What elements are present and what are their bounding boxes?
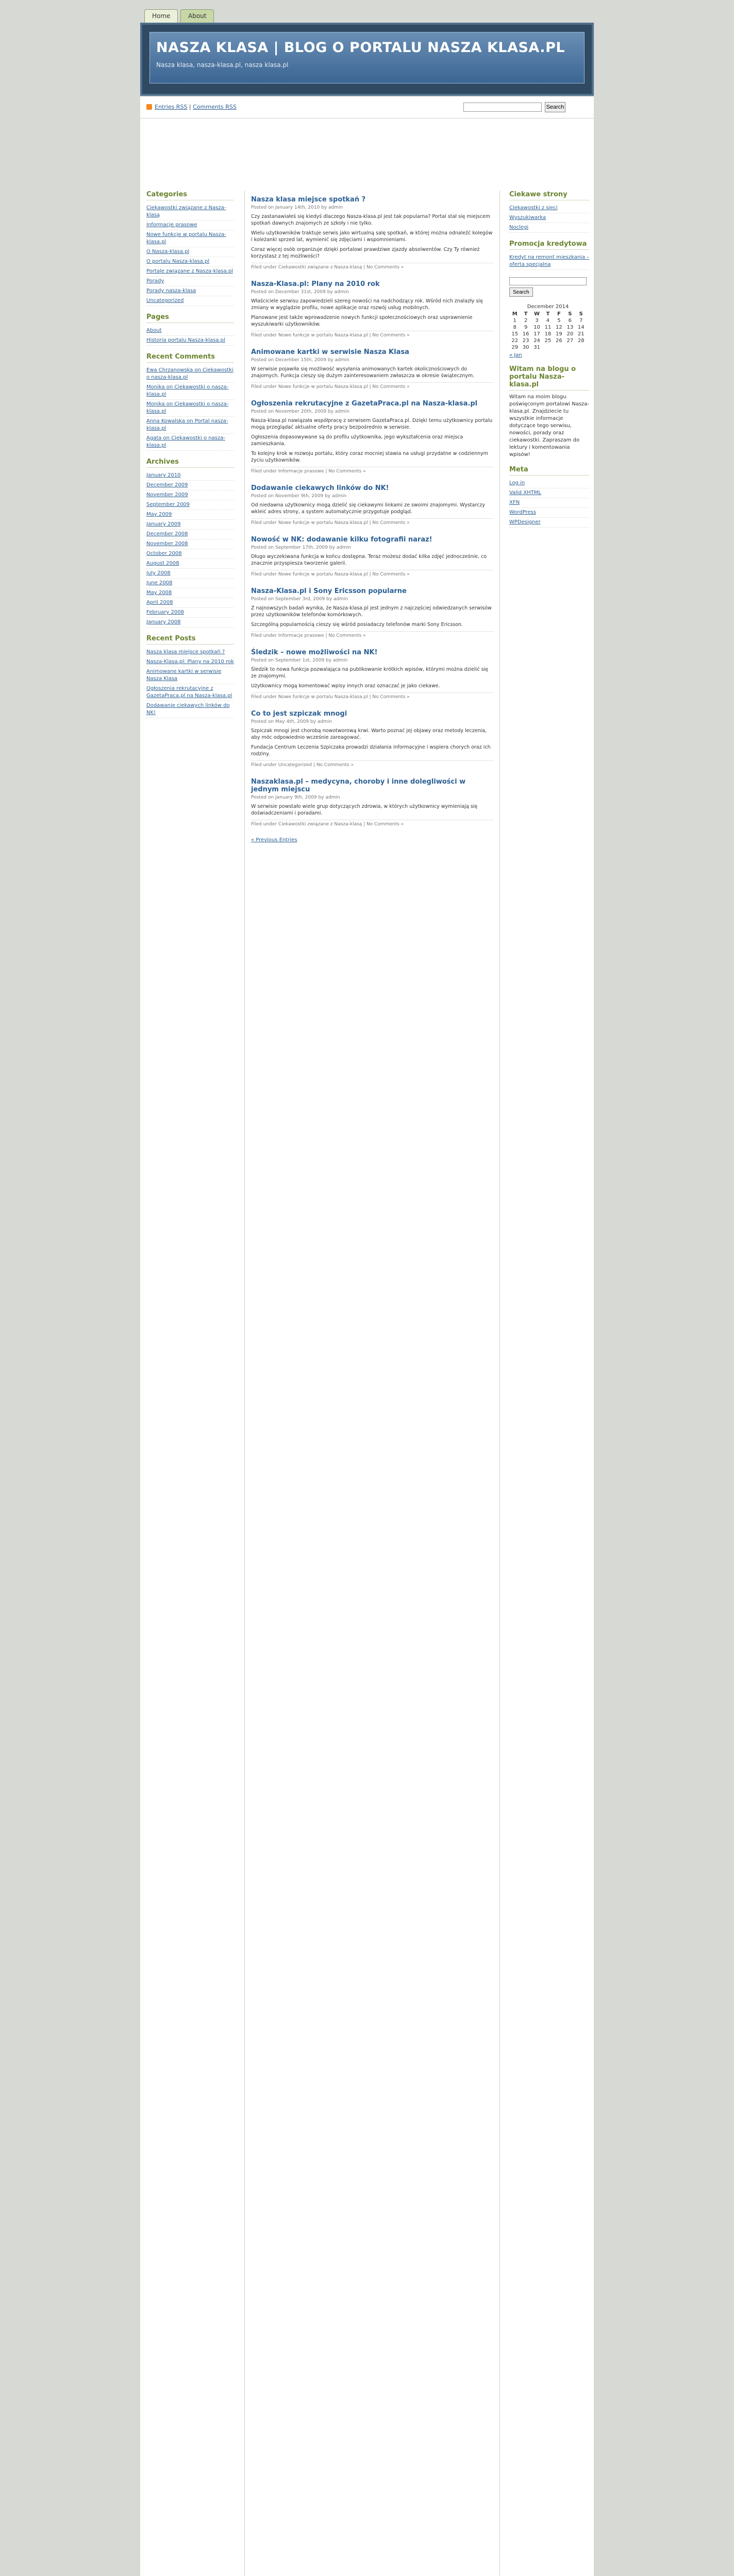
list-item <box>146 366 234 383</box>
post-meta: Posted on December 15th, 2009 by admin <box>251 358 349 363</box>
archive-link[interactable]: January 2010 <box>146 472 181 478</box>
page-body <box>140 118 594 2576</box>
calendar-day-header: T <box>524 311 528 317</box>
post-paragraph: Fundacja Centrum Leczenia Szpiczaka prowadzi działania informacyjne i wspiera chorych oraz ich rodziny. <box>251 744 491 757</box>
ciekawe-link[interactable]: Wyszukiwarka <box>509 215 546 221</box>
calendar-day: 13 <box>566 325 574 330</box>
post-paragraph: Z najnowszych badań wynika, że Nasza-klasa.pl jest jednym z najczęściej odwiedzanych serwisów przez użytkowników telefonów komórkowych. <box>251 605 492 618</box>
post-title[interactable]: Ogłoszenia rekrutacyjne z GazetaPraca.pl na Nasza-klasa.pl <box>251 400 478 408</box>
meta-link[interactable]: Log in <box>509 480 525 486</box>
calendar-day: 12 <box>556 325 562 330</box>
post-title[interactable]: Nasza klasa miejsce spotkań ? <box>251 196 366 204</box>
list-item <box>509 518 590 528</box>
post-meta: Posted on September 17th, 2009 by admin <box>251 545 351 550</box>
archive-link[interactable]: August 2008 <box>146 561 179 566</box>
list-item <box>146 588 234 598</box>
tab-bar <box>140 4 594 23</box>
ciekawe-link[interactable]: Noclegi <box>509 225 529 230</box>
ciekawe-title: Ciekawe strony <box>509 191 590 200</box>
calendar-day: 17 <box>533 331 540 337</box>
post-meta: Posted on September 3rd, 2009 by admin <box>251 597 348 602</box>
list-item <box>146 569 234 579</box>
calendar-day: 7 <box>579 318 583 324</box>
list-item <box>509 204 590 213</box>
calendar-day: 10 <box>533 325 540 330</box>
meta-link[interactable]: Valid XHTML <box>509 490 541 496</box>
calendar-day: 29 <box>511 345 519 350</box>
post-paragraph: Planowane jest także wprowadzenie nowych funkcji społecznościowych oraz usprawnienie wyszukiwarki użytkowników. <box>251 315 473 327</box>
calendar-day <box>554 344 564 351</box>
post <box>251 710 493 768</box>
archive-link[interactable]: July 2008 <box>146 570 171 576</box>
ciekawe-link[interactable]: Ciekawostki z sieci <box>509 205 558 211</box>
list-item <box>146 579 234 588</box>
post-footer[interactable]: Filed under Ciekawostki związane z Nasza-klasą | No Comments » <box>251 263 493 270</box>
calendar-day: 23 <box>522 338 529 344</box>
list-item <box>146 400 234 417</box>
category-link[interactable]: O portalu Nasza-klasa.pl <box>146 259 210 264</box>
header <box>140 23 594 96</box>
archive-link[interactable]: September 2009 <box>146 502 190 507</box>
list-item <box>146 286 234 296</box>
calendar-day: 18 <box>544 331 552 337</box>
post <box>251 484 493 526</box>
list-item <box>146 471 234 481</box>
post-paragraph: Śledzik to nowa funkcja pozwalająca na publikowanie krótkich wpisów, którymi można dzielić się ze znajomymi. <box>251 667 489 679</box>
list-item <box>146 520 234 530</box>
post-paragraph: Szczególną popularnością cieszy się wśród posiadaczy telefonów marki Sony Ericsson. <box>251 622 463 628</box>
comment-link[interactable]: Agata on Ciekawostki o nasza-klasa.pl <box>146 435 225 448</box>
calendar-day: 4 <box>546 318 550 324</box>
archive-link[interactable]: October 2008 <box>146 551 182 556</box>
list-item <box>509 213 590 223</box>
post-footer[interactable]: Filed under Uncategorized | No Comments » <box>251 760 493 768</box>
archive-link[interactable]: January 2009 <box>146 521 181 527</box>
post-paragraph: Coraz więcej osób organizuje dzięki portalowi prawdziwe zjazdy absolwentów. Czy Ty również korzystasz z tej możliwości? <box>251 247 480 259</box>
site-title[interactable]: NASZA KLASA | BLOG O PORTALU NASZA KLASA.PL <box>156 40 565 56</box>
list-item <box>146 247 234 257</box>
calendar-day: 3 <box>535 318 539 324</box>
promocja-link[interactable]: Kredyt na remont mieszkania – oferta specjalna <box>509 255 590 267</box>
post-paragraph: Wielu użytkowników traktuje serwis jako wirtualną salę spotkań, w której można odnaleźć kolegów i koleżanki sprzed lat, wymienić się zdjęciami i wspomnieniami. <box>251 230 493 243</box>
calendar-day: 1 <box>513 318 516 324</box>
meta-title: Meta <box>509 466 590 476</box>
calendar-day: 21 <box>577 331 585 337</box>
post-paragraph: Długo wyczekiwana funkcja w końcu dostępna. Teraz możesz dodać kilka zdjęć jednocześnie, co znacznie przyspiesza tworzenie galerii. <box>251 554 487 566</box>
witam-widget <box>509 365 590 459</box>
ciekawe-widget <box>509 191 590 233</box>
recent-posts-widget <box>146 635 234 718</box>
comment-link[interactable]: Ewa Chrzanowska on Ciekawostki o nasza-klasa.pl <box>146 367 233 380</box>
list-item <box>146 559 234 569</box>
recent-post-link[interactable]: Animowane kartki w serwisie Nasza Klasa <box>146 669 222 682</box>
post-footer[interactable]: Filed under Nowe funkcje w portalu Nasza-klasa.pl | No Comments » <box>251 692 493 700</box>
post <box>251 280 493 338</box>
search-input[interactable] <box>463 103 542 112</box>
post-meta: Posted on January 9th, 2009 by admin <box>251 795 340 800</box>
calendar-day-header: M <box>512 311 518 317</box>
archive-link[interactable]: April 2008 <box>146 600 173 605</box>
rss-links <box>155 104 237 110</box>
post-paragraph: Czy zastanawiałeś się kiedyś dlaczego Nasza-klasa.pl jest tak popularna? Portal stał się miejscem spotkań dawnych znajomych ze szkoły i nie tylko. <box>251 214 491 226</box>
site-tagline: Nasza klasa, nasza-klasa.pl, nasza klasa.pl <box>156 61 289 69</box>
post-title[interactable]: Śledzik – nowe możliwości na NK! <box>251 649 378 656</box>
calendar-day: 16 <box>522 331 529 337</box>
list-item <box>146 608 234 618</box>
list-item <box>146 221 234 230</box>
promocja-link-list <box>509 253 590 270</box>
list-item <box>146 490 234 500</box>
post-footer[interactable]: Filed under Nowe funkcje w portalu Nasza-klasa.pl | No Comments » <box>251 382 493 389</box>
tab-home[interactable]: Home <box>144 9 178 23</box>
calendar-day <box>542 344 553 351</box>
calendar-day: 11 <box>544 325 552 330</box>
calendar-day: 19 <box>556 331 562 337</box>
category-link[interactable]: Uncategorized <box>146 298 184 303</box>
archive-link-list <box>146 471 234 628</box>
promocja-widget <box>509 240 590 270</box>
list-item <box>146 657 234 667</box>
post-title[interactable]: Co to jest szpiczak mnogi <box>251 710 347 718</box>
list-item <box>146 326 234 336</box>
post-paragraph: W serwisie pojawiła się możliwość wysyłania animowanych kartek okolicznościowych do znajomych. Funkcja cieszy się dużym zainteresowaniem zwłaszcza w okresie świątecznym. <box>251 366 475 379</box>
post <box>251 196 493 270</box>
post-title[interactable]: Naszaklasa.pl – medycyna, choroby i inne dolegliwości w jednym miejscu <box>251 778 466 793</box>
pages-title: Pages <box>146 313 234 323</box>
page-link[interactable]: About <box>146 328 162 333</box>
entries-rss-link[interactable]: Entries RSS <box>155 104 188 110</box>
post-title[interactable]: Dodawanie ciekawych linków do NK! <box>251 484 389 492</box>
post-title[interactable]: Nasza-Klasa.pl i Sony Ericsson popularne <box>251 587 407 595</box>
archive-link[interactable]: June 2008 <box>146 580 173 586</box>
recent-post-link[interactable]: Ogłoszenia rekrutacyjne z GazetaPraca.pl na Nasza-klasa.pl <box>146 686 232 699</box>
post-meta: Posted on September 1st, 2009 by admin <box>251 658 348 663</box>
recent-comments-widget <box>146 353 234 451</box>
tab-about[interactable]: About <box>180 9 214 23</box>
archive-link[interactable]: December 2009 <box>146 482 188 488</box>
list-item <box>146 434 234 451</box>
calendar-day <box>576 344 587 351</box>
calendar-day-header: F <box>557 311 561 317</box>
archive-link[interactable]: November 2009 <box>146 492 188 498</box>
calendar-day: 5 <box>557 318 561 324</box>
post-title[interactable]: Nasza-Klasa.pl: Plany na 2010 rok <box>251 280 380 288</box>
previous-entries-link[interactable]: « Previous Entries <box>251 837 297 843</box>
main-content <box>244 191 500 2576</box>
comment-link-list <box>146 366 234 451</box>
calendar-day: 8 <box>513 325 516 330</box>
archive-link[interactable]: November 2008 <box>146 541 188 547</box>
calendar-caption: December 2014 <box>527 304 569 310</box>
calendar-day: 31 <box>533 345 540 350</box>
calendar-day-header: W <box>534 311 540 317</box>
list-item <box>146 598 234 608</box>
calendar-day: 22 <box>511 338 519 344</box>
calendar-day: 24 <box>533 338 540 344</box>
meta-link[interactable]: WordPress <box>509 510 537 515</box>
list-item <box>146 530 234 539</box>
ciekawe-link-list <box>509 204 590 233</box>
feed-search-bar <box>140 97 594 118</box>
post-paragraph: W serwisie powstało wiele grup dotyczących zdrowia, w których użytkownicy wymieniają się doświadczeniami i poradami. <box>251 804 478 816</box>
rss-separator: | <box>189 104 191 110</box>
post-footer[interactable]: Filed under Informacje prasowe | No Comments » <box>251 631 493 638</box>
post <box>251 536 493 577</box>
post-meta: Posted on December 31st, 2009 by admin <box>251 290 349 295</box>
list-item <box>146 277 234 286</box>
category-link[interactable]: Porady nasza-klasa <box>146 288 196 294</box>
page-link-list <box>146 326 234 346</box>
list-item <box>146 267 234 277</box>
calendar-prev-link[interactable]: « Jan <box>509 352 522 358</box>
calendar-day-header: T <box>546 311 550 317</box>
list-item <box>146 510 234 520</box>
sidebar-search-widget <box>509 277 590 297</box>
meta-link-list <box>509 479 590 528</box>
post <box>251 778 493 827</box>
list-item <box>146 296 234 306</box>
categories-title: Categories <box>146 191 234 200</box>
post-paragraph: To kolejny krok w rozwoju portalu, który coraz mocniej stawia na usługi przydatne w codziennym życiu użytkowników. <box>251 451 488 463</box>
header-banner <box>149 32 585 83</box>
post-meta: Posted on November 20th, 2009 by admin <box>251 409 349 414</box>
list-item <box>146 701 234 718</box>
post-paragraph: Właściciele serwisu zapowiedzieli szereg nowości na nadchodzący rok. Wśród nich znalazły się zmiany w wyglądzie profilu, nowe aplikacje oraz rozwój usług mobilnych. <box>251 298 483 311</box>
list-item <box>146 204 234 221</box>
meta-link[interactable]: XFN <box>509 500 520 505</box>
calendar-day: 15 <box>511 331 519 337</box>
list-item <box>146 500 234 510</box>
meta-link[interactable]: WPDesigner <box>509 519 541 525</box>
post <box>251 348 493 389</box>
comments-rss-link[interactable]: Comments RSS <box>193 104 237 110</box>
list-item <box>146 417 234 434</box>
recent-post-link[interactable]: Dodawanie ciekawych linków do NK! <box>146 703 230 716</box>
search-button[interactable]: Search <box>545 102 565 112</box>
post-meta: Posted on January 14th, 2010 by admin <box>251 205 343 210</box>
calendar-day-header: S <box>579 311 583 317</box>
calendar-day: 30 <box>522 345 529 350</box>
post-footer[interactable]: Filed under Nowe funkcje w portalu Nasza-klasa.pl | No Comments » <box>251 331 493 338</box>
post <box>251 649 493 700</box>
post-footer[interactable]: Filed under Ciekawostki związane z Nasza-klasą | No Comments » <box>251 820 493 827</box>
witam-title: Witam na blogu o portalu Nasza-klasa.pl <box>509 365 590 391</box>
list-item <box>146 648 234 657</box>
recent-post-link[interactable]: Nasza klasa miejsce spotkań ? <box>146 649 225 655</box>
post-paragraph: Od niedawna użytkownicy mogą dzielić się ciekawymi linkami ze swoimi znajomymi. Wystarczy wkleić adres strony, a system automatycznie przygotuje podgląd. <box>251 502 485 515</box>
recent-comments-title: Recent Comments <box>146 353 234 363</box>
list-item <box>146 539 234 549</box>
recent-post-link[interactable]: Nasza-Klasa.pl: Plany na 2010 rok <box>146 659 234 665</box>
category-link[interactable]: Porady <box>146 278 164 284</box>
calendar-day: 2 <box>524 318 528 324</box>
post-footer[interactable]: Filed under Nowe funkcje w portalu Nasza-klasa.pl | No Comments » <box>251 518 493 526</box>
post-title[interactable]: Animowane kartki w serwisie Nasza Klasa <box>251 348 409 356</box>
archive-link[interactable]: May 2008 <box>146 590 172 596</box>
left-sidebar <box>146 191 234 725</box>
page-link[interactable]: Historia portalu Nasza-klasa.pl <box>146 337 225 343</box>
post-title[interactable]: Nowość w NK: dodawanie kilku fotografii naraz! <box>251 536 432 544</box>
list-item <box>146 667 234 684</box>
calendar <box>509 304 587 351</box>
calendar-day <box>564 344 575 351</box>
calendar-day: 14 <box>577 325 585 330</box>
archive-link[interactable]: January 2008 <box>146 619 181 625</box>
list-item <box>146 383 234 400</box>
calendar-day: 28 <box>577 338 585 344</box>
list-item <box>509 223 590 233</box>
sidebar-search-input[interactable] <box>509 277 587 285</box>
archive-link[interactable]: December 2008 <box>146 531 188 537</box>
calendar-day: 27 <box>566 338 574 344</box>
category-link[interactable]: Portale związane z Nasza-klasa.pl <box>146 268 233 274</box>
archives-title: Archives <box>146 458 234 468</box>
calendar-day: 25 <box>544 338 552 344</box>
calendar-day: 9 <box>524 325 528 330</box>
category-link[interactable]: O Nasza-klasa.pl <box>146 249 190 255</box>
post-paragraph: Szpiczak mnogi jest chorobą nowotworową krwi. Warto poznać jej objawy oraz metody leczenia, aby móc odpowiednio wcześnie zareagować. <box>251 728 487 740</box>
post-meta: Posted on November 9th, 2009 by admin <box>251 494 347 499</box>
post-list <box>251 196 493 827</box>
list-item <box>509 488 590 498</box>
list-item <box>509 508 590 518</box>
rss-icon <box>146 104 152 110</box>
recent-post-link-list <box>146 648 234 718</box>
archive-link[interactable]: May 2009 <box>146 512 172 517</box>
archive-link[interactable]: February 2008 <box>146 609 184 615</box>
category-link[interactable]: Informacje prasowe <box>146 222 197 228</box>
pages-widget <box>146 313 234 346</box>
list-item <box>509 479 590 488</box>
category-link[interactable]: Nowe funkcje w portalu Nasza-klasa.pl <box>146 232 226 245</box>
comment-link[interactable]: Monika on Ciekawostki o nasza-klasa.pl <box>146 384 229 397</box>
meta-widget <box>509 466 590 528</box>
calendar-day-header: S <box>568 311 572 317</box>
list-item <box>146 230 234 247</box>
sidebar-search-button[interactable]: Search <box>509 287 533 297</box>
list-item <box>146 481 234 490</box>
calendar-day: 20 <box>566 331 574 337</box>
post <box>251 400 493 474</box>
categories-widget <box>146 191 234 306</box>
calendar-day: 6 <box>568 318 572 324</box>
list-item <box>146 257 234 267</box>
post-paragraph: Użytkownicy mogą komentować wpisy innych oraz oznaczać je jako ciekawe. <box>251 683 440 689</box>
calendar-day: 26 <box>556 338 562 344</box>
comment-link[interactable]: Monika on Ciekawostki o nasza-klasa.pl <box>146 401 229 414</box>
promocja-title: Promocja kredytowa <box>509 240 590 250</box>
category-link-list <box>146 204 234 306</box>
post <box>251 587 493 638</box>
list-item <box>509 253 590 270</box>
archives-widget <box>146 458 234 628</box>
post-meta: Posted on May 4th, 2009 by admin <box>251 719 332 724</box>
page-wrapper <box>140 4 594 2576</box>
comment-link[interactable]: Anna Kowalska on Portal nasza-klasa.pl <box>146 418 228 431</box>
list-item <box>146 618 234 628</box>
post-footer[interactable]: Filed under Informacje prasowe | No Comments » <box>251 467 493 474</box>
calendar-widget <box>509 304 590 358</box>
list-item <box>146 684 234 701</box>
right-sidebar <box>509 191 590 535</box>
list-item <box>146 336 234 346</box>
witam-text: Witam na moim blogu poświęconym portalowi Nasza-klasa.pl. Znajdziecie tu wszystkie informacje dotyczące tego serwisu, nowości, porady oraz ciekawostki. Zapraszam do lektury i komentowania wpisów! <box>509 394 590 457</box>
category-link[interactable]: Ciekawostki związane z Nasza-klasą <box>146 205 226 218</box>
list-item <box>146 549 234 559</box>
post-footer[interactable]: Filed under Nowe funkcje w portalu Nasza-klasa.pl | No Comments » <box>251 570 493 577</box>
list-item <box>509 498 590 508</box>
post-paragraph: Ogłoszenia dopasowywane są do profilu użytkownika, jego wykształcenia oraz miejsca zamieszkania. <box>251 434 463 447</box>
recent-posts-title: Recent Posts <box>146 635 234 645</box>
post-paragraph: Nasza-klasa.pl nawiązała współpracę z serwisem GazetaPraca.pl. Dzięki temu użytkownicy portalu mogą przeglądać aktualne oferty pracy bezpośrednio w serwisie. <box>251 418 493 430</box>
